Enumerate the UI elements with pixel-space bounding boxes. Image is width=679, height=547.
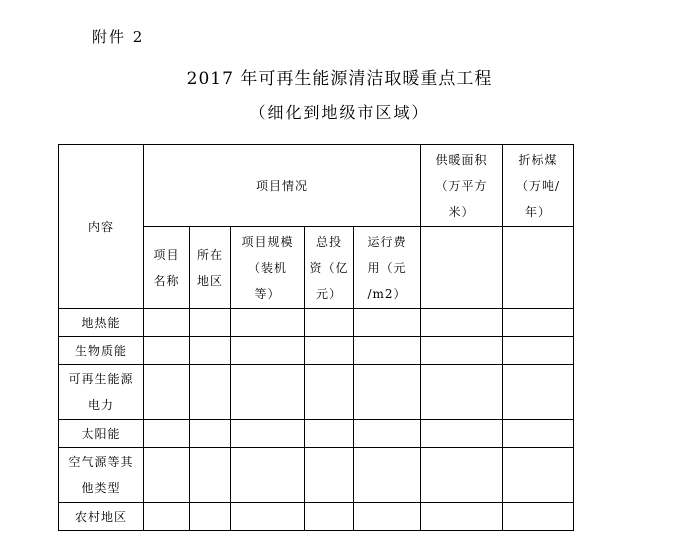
heating-area-header: 供暖面积 （万平方 米） <box>421 145 503 227</box>
row-label: 生物质能 <box>59 337 144 365</box>
table-row <box>59 420 574 448</box>
document-subtitle: （细化到地级市区域） <box>249 103 430 122</box>
project-info-header: 项目情况 <box>144 145 421 227</box>
table-row <box>59 337 574 365</box>
empty-cell <box>421 227 503 309</box>
project-table <box>58 144 574 531</box>
content-header: 内容 <box>59 145 144 309</box>
operating-cost-header: 运行费 用（元 /m2） <box>354 227 421 309</box>
table-row <box>59 448 574 503</box>
row-label: 可再生能源 电力 <box>59 365 144 420</box>
project-scale-header: 项目规模 （装机 等） <box>231 227 305 309</box>
row-label: 太阳能 <box>59 420 144 448</box>
document-title: 2017 年可再生能源清洁取暖重点工程 <box>186 69 493 89</box>
table-row <box>59 309 574 337</box>
row-label: 农村地区 <box>59 503 144 531</box>
project-name-header: 项目 名称 <box>144 227 190 309</box>
table-row <box>59 503 574 531</box>
row-label: 空气源等其 他类型 <box>59 448 144 503</box>
empty-cell <box>503 227 574 309</box>
region-header: 所在 地区 <box>190 227 231 309</box>
table-row <box>59 365 574 420</box>
coal-equivalent-header: 折标煤 （万吨/ 年） <box>503 145 574 227</box>
total-investment-header: 总投 资（亿 元） <box>305 227 354 309</box>
row-label: 地热能 <box>59 309 144 337</box>
attachment-label: 附件 2 <box>92 28 145 46</box>
